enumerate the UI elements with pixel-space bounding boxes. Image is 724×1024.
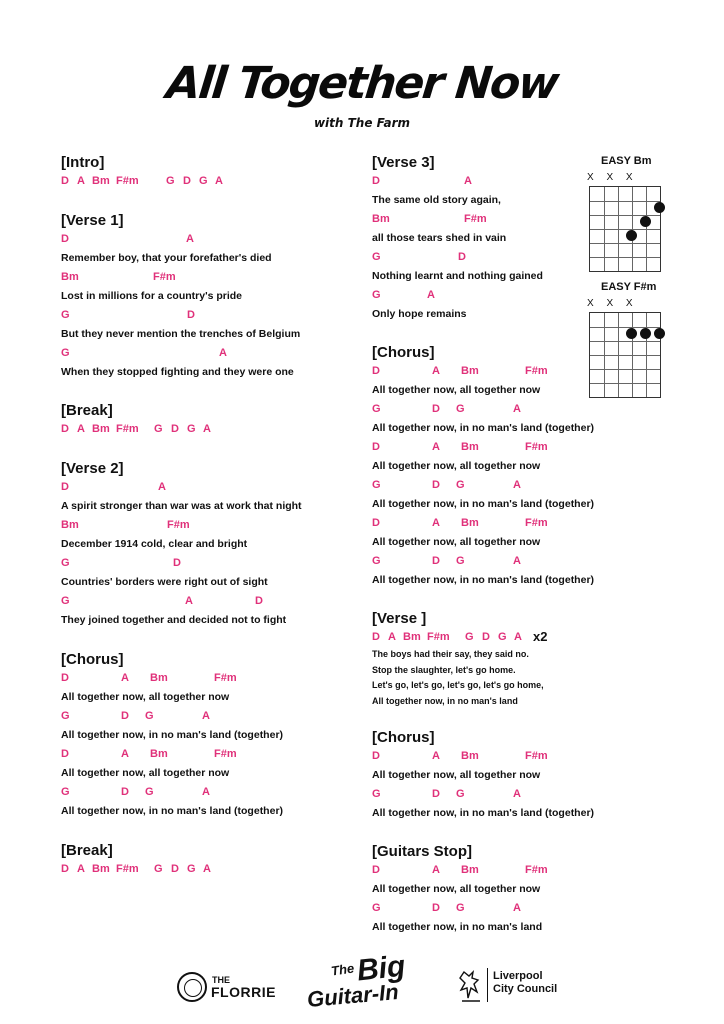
chord-line [372,785,612,804]
chord-line [61,554,361,573]
chord-line [372,286,612,305]
section [372,842,612,937]
chord-line [372,400,612,419]
lyric-line: All together now, in no man's land (together) [372,422,595,434]
chord: D [171,423,179,435]
chord: G [199,175,208,187]
chord-line [61,783,361,802]
lyric-line: All together now, in no man's land (together) [61,805,284,817]
chord-line [61,478,361,497]
chord: D [372,631,380,643]
chord: A [203,863,211,875]
lyric-line: But they never mention the trenches of Belgium [61,328,301,340]
lyric-line: all those tears shed in vain [372,232,507,244]
chord-line [372,514,612,533]
fret-line [590,341,660,342]
chord: D [121,710,129,722]
chord: Bm [61,519,79,531]
fret-line [590,257,660,258]
chord: D [432,479,440,491]
chord: A [203,423,211,435]
chord: D [61,233,69,245]
chord-line [372,210,612,229]
section-title: [Break] [61,402,113,419]
lyric-line: Nothing learnt and nothing gained [372,270,543,282]
chord: D [372,750,380,762]
fret-line [590,383,660,384]
chord: Bm [461,441,479,453]
section [61,153,361,191]
chord-line [61,420,361,439]
lyric-line: All together now, all together now [61,691,230,703]
chord-line [372,172,612,191]
chord: A [77,423,85,435]
chord: G [61,710,70,722]
fret-line [590,215,660,216]
chord: D [372,175,380,187]
chord: F#m [525,517,548,529]
finger-dot [640,328,651,339]
chord-line [61,344,361,363]
chord: A [513,902,521,914]
chord: A [121,748,129,760]
chord: G [145,786,154,798]
section-title: [Chorus] [61,651,124,668]
chord-line [372,899,612,918]
section-title: [Verse 2] [61,460,124,477]
chord-line [372,438,612,457]
chord: A [427,289,435,301]
chord: F#m [525,365,548,377]
chord: A [202,786,210,798]
chord: A [219,347,227,359]
chord: G [145,710,154,722]
song-title: All Together Now [164,58,560,109]
chord: A [513,403,521,415]
chord-diagram-title: EASY Bm [601,155,652,167]
chord: G [456,479,465,491]
chord: D [372,517,380,529]
repeat-marker: x2 [533,629,548,644]
chord: D [372,864,380,876]
chord: D [372,441,380,453]
chord-line [61,707,361,726]
lcc-line-2: City Council [493,983,558,995]
chord: D [187,309,195,321]
lyric-line: All together now, in no man's land (together) [372,807,595,819]
section [372,728,612,823]
chord: D [255,595,263,607]
chord: G [372,555,381,567]
fretboard-grid [589,186,661,272]
chord: A [215,175,223,187]
chord: G [154,423,163,435]
florrie-logo-small-text: THE [212,975,230,985]
chord: Bm [150,748,168,760]
lyric-line: Stop the slaughter, let's go home. [372,664,516,675]
chord: F#m [116,175,139,187]
chord: A [432,441,440,453]
chord: Bm [150,672,168,684]
chord: A [432,750,440,762]
chord: Bm [461,750,479,762]
finger-dot [640,216,651,227]
lyric-line: All together now, all together now [372,460,541,472]
chord-line [61,306,361,325]
section-title: [Verse ] [372,610,427,627]
lyric-line: All together now, in no man's land (together) [61,729,284,741]
chord: A [513,788,521,800]
section-title: [Chorus] [372,729,435,746]
chord-line [372,362,612,381]
chord: A [158,481,166,493]
chord-line [372,476,612,495]
section [61,401,361,439]
chord: A [185,595,193,607]
section-title: [Guitars Stop] [372,843,472,860]
finger-dot [626,230,637,241]
chord: G [465,631,474,643]
fret-line [590,201,660,202]
chord: Bm [461,864,479,876]
chord: F#m [116,423,139,435]
chord-line [61,860,361,879]
chord: F#m [116,863,139,875]
chord: F#m [153,271,176,283]
lcc-line-1: Liverpool [493,970,543,982]
chord: D [121,786,129,798]
lyric-line: Countries' borders were right out of sight [61,576,268,588]
chord: F#m [525,864,548,876]
chord: G [61,347,70,359]
chord: G [498,631,507,643]
fret-line [590,327,660,328]
chord: G [187,863,196,875]
finger-dot [626,328,637,339]
chord: G [372,403,381,415]
chord: G [456,403,465,415]
muted-strings: X X X [587,298,638,309]
chord-diagram-title: EASY F#m [601,281,657,293]
chord: A [513,555,521,567]
lyric-line: The boys had their say, they said no. [372,649,529,659]
lyric-line: When they stopped fighting and they were one [61,366,294,378]
chord: Bm [461,365,479,377]
chord: F#m [427,631,450,643]
section-title: [Verse 1] [61,212,124,229]
chord: G [372,479,381,491]
chord: Bm [92,423,110,435]
chord-diagram [589,155,669,275]
chord: G [61,309,70,321]
right-column [372,153,612,937]
chord: A [513,479,521,491]
chord: G [187,423,196,435]
section-title: [Intro] [61,154,105,171]
fret-line [590,369,660,370]
chord: G [372,251,381,263]
chord: A [514,631,522,643]
chord: A [464,175,472,187]
chord: G [456,555,465,567]
chord: D [61,423,69,435]
chord: G [61,595,70,607]
chord: D [61,175,69,187]
chord: A [388,631,396,643]
big-guitar-in-logo-big: Big [355,949,407,988]
lyric-line: All together now, all together now [372,769,541,781]
chord: D [61,481,69,493]
section [372,343,612,590]
lyric-line: They joined together and decided not to fight [61,614,287,626]
chord-line [372,861,612,880]
chord: G [372,289,381,301]
chord: F#m [167,519,190,531]
chord: A [432,365,440,377]
chord: G [154,863,163,875]
fret-line [590,243,660,244]
lyric-line: Remember boy, that your forefather's died [61,252,272,264]
chord: A [77,863,85,875]
chord-line [372,628,612,647]
chord: F#m [214,748,237,760]
section [61,841,361,879]
chord-line [61,516,361,535]
finger-dot [654,328,665,339]
left-column [61,153,361,879]
chord: D [61,672,69,684]
lyric-line: Only hope remains [372,308,467,320]
chord: G [456,902,465,914]
chord: G [372,788,381,800]
chord-line [372,747,612,766]
chord: D [61,748,69,760]
chord: D [432,555,440,567]
chord: Bm [403,631,421,643]
section [372,609,612,709]
lyric-line: Lost in millions for a country's pride [61,290,243,302]
chord-diagram [589,281,669,401]
chord: A [202,710,210,722]
chord: G [456,788,465,800]
chord: Bm [372,213,390,225]
fret-line [590,355,660,356]
chord: Bm [92,863,110,875]
chord: D [61,863,69,875]
chord-line [61,268,361,287]
lyric-line: A spirit stronger than war was at work that night [61,500,302,512]
chord: F#m [464,213,487,225]
chord: F#m [214,672,237,684]
lyric-line: The same old story again, [372,194,501,206]
section [372,153,612,324]
fret-line [590,229,660,230]
chord: A [186,233,194,245]
chord: G [61,786,70,798]
florrie-logo-icon [177,972,207,1002]
lcc-divider [487,968,488,1002]
chord: F#m [525,750,548,762]
song-subtitle: with The Farm [313,116,411,130]
chord-line [61,592,361,611]
finger-dot [654,202,665,213]
section-title: [Break] [61,842,113,859]
chord: D [183,175,191,187]
section [61,459,361,630]
section [61,650,361,821]
chord: D [432,403,440,415]
muted-strings: X X X [587,172,638,183]
chord: F#m [525,441,548,453]
chord: Bm [461,517,479,529]
chord-line [372,248,612,267]
chord: D [372,365,380,377]
section [61,211,361,382]
chord: G [166,175,175,187]
chord-line [61,745,361,764]
fretboard-grid [589,312,661,398]
chord: G [61,557,70,569]
chord: A [432,517,440,529]
chord: D [171,863,179,875]
lyric-line: Let's go, let's go, let's go, let's go home, [372,680,544,690]
lyric-line: December 1914 cold, clear and bright [61,538,248,550]
lyric-line: All together now, all together now [372,883,541,895]
section-title: [Verse 3] [372,154,435,171]
lyric-line: All together now, in no man's land [372,695,518,706]
chord: D [458,251,466,263]
lyric-line: All together now, in no man's land (together) [372,574,595,586]
chord: Bm [61,271,79,283]
lyric-line: All together now, all together now [372,384,541,396]
chord-line [61,669,361,688]
chord: D [173,557,181,569]
lyric-line: All together now, in no man's land (together) [372,498,595,510]
chord: D [482,631,490,643]
big-guitar-in-logo-guitar-in: Guitar-In [306,979,400,1012]
section-title: [Chorus] [372,344,435,361]
florrie-logo-text: FLORRIE [211,984,276,1000]
chord-line [61,230,361,249]
liver-bird-icon [458,968,484,1004]
chord: A [121,672,129,684]
lyric-line: All together now, all together now [372,536,541,548]
chord-line [372,552,612,571]
lyric-line: All together now, all together now [61,767,230,779]
big-guitar-in-logo-the: The [330,960,356,979]
chord: Bm [92,175,110,187]
chord: D [432,788,440,800]
chord: D [432,902,440,914]
lyric-line: All together now, in no man's land [372,921,543,933]
chord-line [61,172,361,191]
chord: A [432,864,440,876]
lcc-logo-text [493,970,557,996]
chord: A [77,175,85,187]
chord: G [372,902,381,914]
